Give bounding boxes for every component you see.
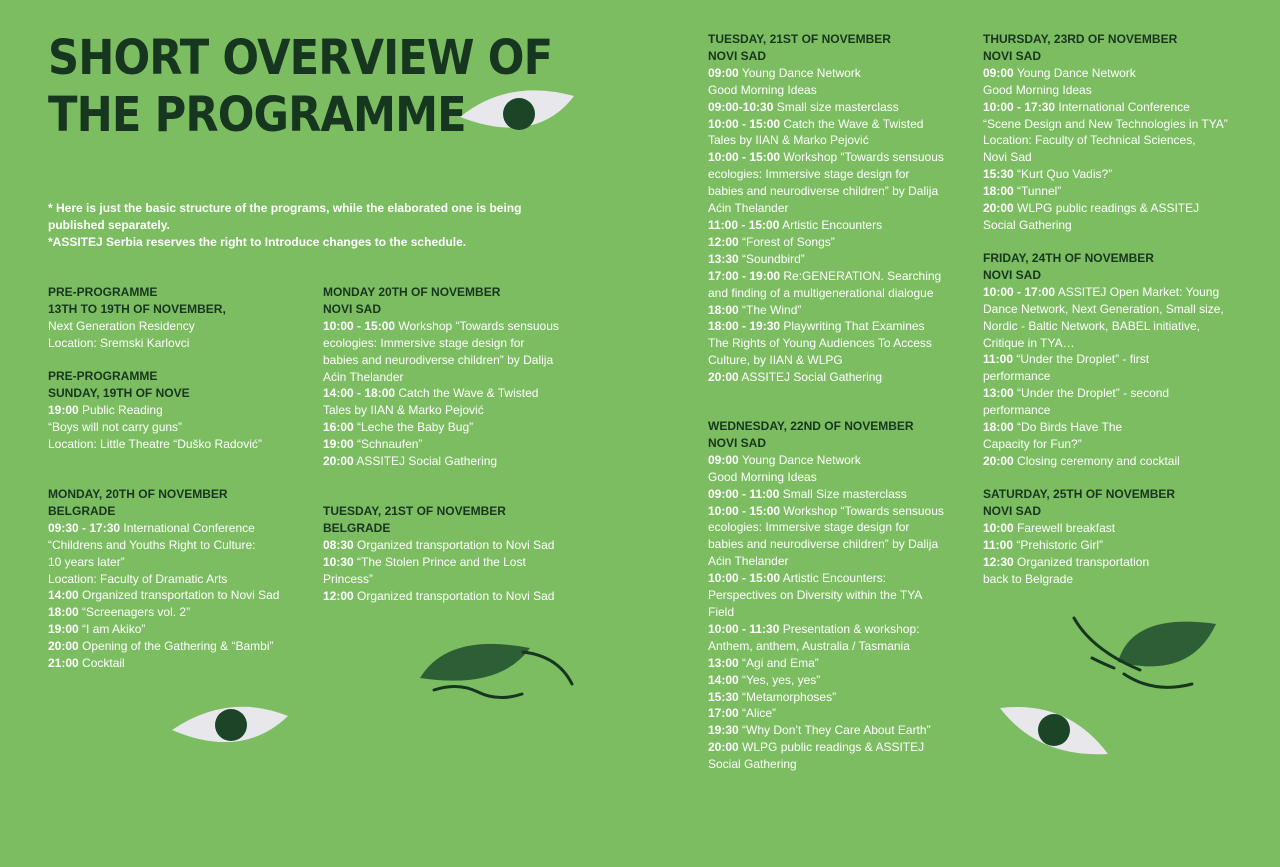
event-description: “Schnaufen” — [353, 437, 423, 452]
event-description: Catch the Wave & Twisted — [395, 386, 539, 401]
schedule-line — [708, 587, 944, 604]
event-description: performance — [983, 369, 1051, 384]
schedule-line — [48, 419, 262, 436]
event-description: International Conference — [1055, 99, 1190, 114]
schedule-line — [708, 352, 944, 369]
event-time: 19:30 — [708, 723, 739, 738]
event-description: Farewell breakfast — [1013, 520, 1116, 535]
event-time: 10:00 - 17:00 — [983, 284, 1056, 299]
schedule-line — [983, 116, 1228, 133]
event-time: 12:30 — [983, 554, 1014, 569]
schedule-line — [983, 537, 1175, 554]
event-description: Good Morning Ideas — [708, 469, 817, 484]
schedule-day — [708, 31, 944, 386]
schedule-line — [48, 335, 226, 352]
schedule-day — [708, 418, 944, 773]
schedule-line — [708, 570, 944, 587]
event-time: 10:00 - 17:30 — [983, 99, 1056, 114]
event-time: 10:00 — [983, 520, 1014, 535]
day-heading: MONDAY 20TH OF NOVEMBER — [323, 285, 501, 299]
event-time: 14:00 — [708, 672, 739, 687]
event-description: babies and neurodiverse children” by Dalija — [708, 184, 939, 199]
title-line: THE PROGRAMME — [48, 87, 466, 143]
event-description: Good Morning Ideas — [708, 82, 817, 97]
event-description: Workshop “Towards sensuous — [780, 150, 944, 165]
event-description: “Prehistoric Girl” — [1013, 537, 1104, 552]
event-description: “Metamorphoses” — [738, 689, 837, 704]
schedule-line — [48, 554, 279, 571]
schedule-day — [983, 486, 1175, 587]
event-time: 09:00-10:30 — [708, 99, 774, 114]
day-subheading: NOVI SAD — [983, 48, 1042, 63]
event-description: Presentation & workshop: — [779, 621, 920, 636]
schedule-line — [708, 335, 944, 352]
event-description: “Boys will not carry guns” — [48, 419, 183, 434]
event-description: Artistic Encounters — [779, 217, 883, 232]
event-time: 21:00 — [48, 656, 79, 671]
event-description: “I am Akiko” — [78, 622, 146, 637]
event-time: 13:30 — [708, 251, 739, 266]
event-description: Young Dance Network — [738, 452, 861, 467]
event-description: Social Gathering — [708, 757, 797, 772]
event-description: Location: Faculty of Technical Sciences, — [983, 133, 1196, 148]
event-time: 10:00 - 15:00 — [708, 116, 781, 131]
event-time: 10:00 - 15:00 — [323, 318, 396, 333]
event-description: Artistic Encounters: — [780, 571, 887, 586]
note-line: *ASSITEJ Serbia reserves the right to Introduce changes to the schedule. — [48, 235, 467, 249]
event-description: ASSITEJ Social Gathering — [353, 454, 498, 469]
schedule-line — [708, 369, 944, 386]
schedule-line — [708, 553, 944, 570]
schedule-line — [708, 285, 944, 302]
event-time: 10:00 - 15:00 — [708, 150, 781, 165]
day-subheading: BELGRADE — [48, 503, 116, 518]
event-time: 17:00 - 19:00 — [708, 268, 781, 283]
day-heading: TUESDAY, 21ST OF NOVEMBER — [323, 504, 506, 518]
event-time: 13:00 — [983, 386, 1014, 401]
event-description: ecologies: Immersive stage design for — [708, 520, 910, 535]
schedule-line — [708, 116, 944, 133]
event-description: Location: Faculty of Dramatic Arts — [48, 571, 228, 586]
schedule-line — [708, 638, 944, 655]
schedule-line — [708, 503, 944, 520]
event-time: 12:00 — [708, 234, 739, 249]
event-time: 09:00 — [983, 65, 1014, 80]
event-time: 20:00 — [323, 454, 354, 469]
event-description: “Yes, yes, yes” — [738, 672, 821, 687]
schedule-line — [48, 537, 279, 554]
event-time: 11:00 - 15:00 — [708, 217, 780, 232]
schedule-day — [48, 368, 262, 453]
eye-icon — [458, 86, 576, 140]
event-time: 11:00 — [983, 537, 1014, 552]
schedule-line — [708, 251, 944, 268]
schedule-line — [48, 604, 279, 621]
day-heading: PRE-PROGRAMME — [48, 369, 158, 383]
schedule-line — [708, 722, 944, 739]
schedule-line — [708, 99, 944, 116]
schedule-line — [983, 82, 1228, 99]
event-description: ASSITEJ Social Gathering — [738, 370, 883, 385]
event-time: 19:00 — [48, 622, 79, 637]
schedule-line — [708, 166, 944, 183]
schedule-line — [708, 302, 944, 319]
day-heading: PRE-PROGRAMME — [48, 285, 158, 299]
event-description: Closing ceremony and cocktail — [1013, 453, 1180, 468]
event-time: 14:00 — [48, 588, 79, 603]
note-line: * Here is just the basic structure of the programs, while the elaborated one is being published separately. — [48, 201, 522, 232]
schedule-line — [323, 554, 554, 571]
schedule-line — [708, 672, 944, 689]
event-description: “Tunnel” — [1013, 184, 1062, 199]
event-description: performance — [983, 403, 1051, 418]
schedule-day — [323, 284, 559, 470]
schedule-line — [48, 638, 279, 655]
event-time: 20:00 — [983, 453, 1014, 468]
event-time: 20:00 — [48, 639, 79, 654]
event-description: Perspectives on Diversity within the TYA — [708, 588, 923, 603]
schedule-line — [983, 301, 1224, 318]
day-heading: WEDNESDAY, 22ND OF NOVEMBER — [708, 419, 914, 433]
schedule-line — [983, 368, 1224, 385]
day-subheading: NOVI SAD — [983, 267, 1042, 282]
event-time: 13:00 — [708, 655, 739, 670]
event-description: “Kurt Quo Vadis?” — [1013, 167, 1113, 182]
schedule-line — [983, 402, 1224, 419]
event-time: 15:30 — [708, 689, 739, 704]
event-description: Critique in TYA… — [983, 335, 1075, 350]
schedule-line — [708, 486, 944, 503]
event-description: Organized transportation to Novi Sad — [353, 537, 555, 552]
event-description: “Leche the Baby Bug” — [353, 420, 474, 435]
event-time: 10:00 - 15:00 — [708, 571, 781, 586]
day-subheading: BELGRADE — [323, 520, 391, 535]
eye-icon — [170, 698, 290, 750]
event-description: Good Morning Ideas — [983, 82, 1092, 97]
event-time: 20:00 — [708, 370, 739, 385]
schedule-line — [323, 588, 554, 605]
schedule-line — [48, 655, 279, 672]
schedule-line — [983, 351, 1224, 368]
event-description: Organized transportation — [1013, 554, 1150, 569]
schedule-line — [708, 705, 944, 722]
schedule-line — [708, 469, 944, 486]
event-description: Public Reading — [78, 402, 163, 417]
schedule-line — [48, 621, 279, 638]
event-description: International Conference — [120, 520, 255, 535]
day-subheading: NOVI SAD — [983, 503, 1042, 518]
event-time: 19:00 — [323, 437, 354, 452]
event-description: back to Belgrade — [983, 571, 1074, 586]
schedule-line — [708, 268, 944, 285]
event-description: Field — [708, 604, 735, 619]
event-description: “Soundbird” — [738, 251, 805, 266]
schedule-line — [48, 402, 262, 419]
event-time: 18:00 — [983, 184, 1014, 199]
event-time: 16:00 — [323, 420, 354, 435]
schedule-line — [708, 200, 944, 217]
event-time: 10:00 - 15:00 — [708, 503, 781, 518]
schedule-line — [323, 385, 559, 402]
eye-icon — [998, 700, 1110, 758]
schedule-day — [323, 503, 554, 604]
schedule-line — [708, 149, 944, 166]
schedule-line — [708, 739, 944, 756]
event-description: Young Dance Network — [738, 65, 861, 80]
schedule-day — [48, 284, 226, 352]
schedule-line — [983, 571, 1175, 588]
schedule-line — [323, 318, 559, 335]
event-time: 20:00 — [708, 740, 739, 755]
event-description: Aćin Thelander — [708, 201, 789, 216]
event-description: WLPG public readings & ASSITEJ — [738, 740, 925, 755]
leaf-icon — [418, 630, 578, 705]
day-subheading: 13TH TO 19TH OF NOVEMBER, — [48, 301, 226, 316]
schedule-line — [708, 519, 944, 536]
schedule-note — [48, 200, 548, 251]
schedule-line — [323, 537, 554, 554]
event-description: Location: Sremski Karlovci — [48, 335, 190, 350]
event-description: The Rights of Young Audiences To Access — [708, 336, 932, 351]
event-description: ecologies: Immersive stage design for — [708, 167, 910, 182]
event-description: Small Size masterclass — [779, 486, 907, 501]
schedule-line — [708, 536, 944, 553]
event-description: “Do Birds Have The — [1013, 420, 1123, 435]
event-description: Culture, by IIAN & WLPG — [708, 353, 843, 368]
schedule-line — [983, 284, 1224, 301]
event-description: Young Dance Network — [1013, 65, 1136, 80]
schedule-line — [708, 318, 944, 335]
schedule-line — [983, 183, 1228, 200]
schedule-line — [708, 621, 944, 638]
event-description: “Forest of Songs” — [738, 234, 835, 249]
schedule-line — [48, 587, 279, 604]
title-line: SHORT OVERVIEW OF — [48, 30, 553, 86]
event-description: “Why Don’t They Care About Earth” — [738, 723, 931, 738]
day-heading: MONDAY, 20TH OF NOVEMBER — [48, 487, 228, 501]
day-heading: SATURDAY, 25TH OF NOVEMBER — [983, 487, 1176, 501]
schedule-line — [983, 554, 1175, 571]
event-time: 18:00 — [48, 605, 79, 620]
event-time: 10:30 — [323, 554, 354, 569]
schedule-line — [708, 217, 944, 234]
schedule-line — [983, 217, 1228, 234]
event-description: babies and neurodiverse children” by Dalija — [323, 352, 554, 367]
schedule-line — [48, 436, 262, 453]
schedule-line — [708, 183, 944, 200]
event-description: Aćin Thelander — [708, 554, 789, 569]
schedule-line — [983, 99, 1228, 116]
event-description: and finding of a multigenerational dialogue — [708, 285, 934, 300]
event-description: “Scene Design and New Technologies in TYA” — [983, 116, 1228, 131]
event-description: Next Generation Residency — [48, 318, 195, 333]
schedule-line — [323, 402, 559, 419]
schedule-line — [983, 520, 1175, 537]
event-description: “Alice” — [738, 706, 777, 721]
event-time: 09:00 - 11:00 — [708, 486, 780, 501]
event-description: “The Wind” — [738, 302, 802, 317]
event-description: Novi Sad — [983, 150, 1032, 165]
event-time: 08:30 — [323, 537, 354, 552]
schedule-line — [983, 318, 1224, 335]
schedule-line — [323, 335, 559, 352]
event-time: 09:00 — [708, 452, 739, 467]
event-description: Cocktail — [78, 656, 125, 671]
event-description: Dance Network, Next Generation, Small size, — [983, 301, 1224, 316]
day-heading: TUESDAY, 21ST OF NOVEMBER — [708, 32, 891, 46]
event-description: Re:GENERATION. Searching — [780, 268, 942, 283]
event-time: 18:00 — [983, 420, 1014, 435]
schedule-line — [983, 453, 1224, 470]
day-heading: FRIDAY, 24TH OF NOVEMBER — [983, 251, 1154, 265]
event-description: “Under the Droplet” - second — [1013, 386, 1170, 401]
event-description: Workshop “Towards sensuous — [780, 503, 944, 518]
day-subheading: SUNDAY, 19TH OF NOVE — [48, 385, 190, 400]
schedule-line — [708, 756, 944, 773]
event-description: ASSITEJ Open Market: Young — [1055, 284, 1220, 299]
event-description: Location: Little Theatre “Duško Radović” — [48, 436, 262, 451]
event-time: 09:30 - 17:30 — [48, 520, 121, 535]
schedule-line — [48, 318, 226, 335]
event-time: 10:00 - 11:30 — [708, 621, 780, 636]
schedule-line — [323, 453, 559, 470]
event-description: Organized transportation to Novi Sad — [78, 588, 280, 603]
event-time: 20:00 — [983, 201, 1014, 216]
event-time: 11:00 — [983, 352, 1014, 367]
day-subheading: NOVI SAD — [323, 301, 382, 316]
day-heading: THURSDAY, 23RD OF NOVEMBER — [983, 32, 1178, 46]
schedule-line — [323, 369, 559, 386]
event-description: Princess” — [323, 571, 374, 586]
event-description: Opening of the Gathering & “Bambi” — [78, 639, 274, 654]
event-description: “Childrens and Youths Right to Culture: — [48, 537, 256, 552]
schedule-line — [983, 436, 1224, 453]
schedule-line — [708, 655, 944, 672]
event-description: Tales by IIAN & Marko Pejović — [708, 133, 869, 148]
schedule-line — [983, 200, 1228, 217]
schedule-line — [708, 689, 944, 706]
event-description: Tales by IIAN & Marko Pejović — [323, 403, 484, 418]
event-description: WLPG public readings & ASSITEJ — [1013, 201, 1200, 216]
event-description: “Under the Droplet” - first — [1013, 352, 1150, 367]
schedule-line — [983, 65, 1228, 82]
schedule-line — [48, 520, 279, 537]
schedule-day — [983, 250, 1224, 470]
event-description: ecologies: Immersive stage design for — [323, 335, 525, 350]
event-description: Workshop “Towards sensuous — [395, 318, 559, 333]
schedule-line — [323, 352, 559, 369]
event-description: Organized transportation to Novi Sad — [353, 588, 555, 603]
day-subheading: NOVI SAD — [708, 435, 767, 450]
leaf-icon — [1070, 612, 1220, 697]
schedule-line — [983, 419, 1224, 436]
schedule-line — [708, 132, 944, 149]
schedule-line — [708, 604, 944, 621]
event-description: “Agi and Ema” — [738, 655, 819, 670]
event-time: 18:00 — [708, 302, 739, 317]
schedule-line — [983, 166, 1228, 183]
schedule-line — [708, 65, 944, 82]
schedule-line — [983, 149, 1228, 166]
event-description: Social Gathering — [983, 217, 1072, 232]
event-description: Nordic - Baltic Network, BABEL initiative, — [983, 318, 1200, 333]
schedule-line — [708, 234, 944, 251]
schedule-line — [323, 419, 559, 436]
event-description: Playwriting That Examines — [780, 319, 925, 334]
event-description: Small size masterclass — [773, 99, 899, 114]
event-description: babies and neurodiverse children” by Dalija — [708, 537, 939, 552]
schedule-line — [323, 436, 559, 453]
schedule-line — [708, 452, 944, 469]
event-description: “The Stolen Prince and the Lost — [353, 554, 526, 569]
day-subheading: NOVI SAD — [708, 48, 767, 63]
event-description: Aćin Thelander — [323, 369, 404, 384]
schedule-day — [983, 31, 1228, 234]
schedule-line — [323, 571, 554, 588]
schedule-line — [983, 132, 1228, 149]
schedule-line — [48, 571, 279, 588]
event-time: 18:00 - 19:30 — [708, 319, 781, 334]
event-time: 09:00 — [708, 65, 739, 80]
event-description: 10 years later” — [48, 554, 125, 569]
event-description: Capacity for Fun?” — [983, 436, 1082, 451]
event-time: 17:00 — [708, 706, 739, 721]
schedule-line — [708, 82, 944, 99]
event-time: 12:00 — [323, 588, 354, 603]
event-time: 15:30 — [983, 167, 1014, 182]
event-description: Anthem, anthem, Australia / Tasmania — [708, 638, 910, 653]
event-description: Catch the Wave & Twisted — [780, 116, 924, 131]
event-time: 19:00 — [48, 402, 79, 417]
schedule-line — [983, 385, 1224, 402]
event-description: “Screenagers vol. 2” — [78, 605, 191, 620]
schedule-day — [48, 486, 279, 672]
event-time: 14:00 - 18:00 — [323, 386, 396, 401]
schedule-line — [983, 335, 1224, 352]
